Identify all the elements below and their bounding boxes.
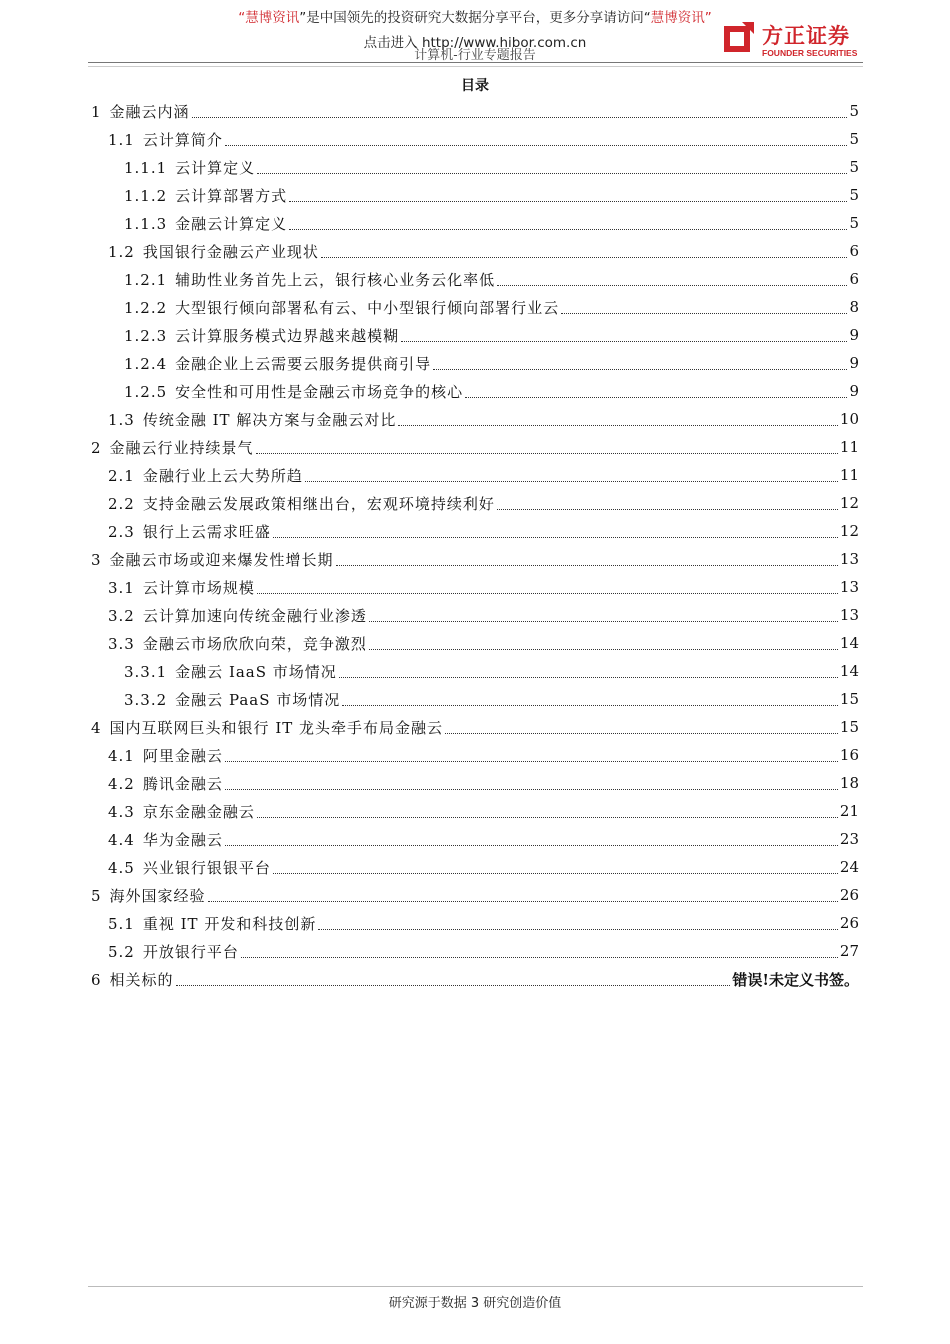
logo-text-cn: 方正证券 [762, 24, 850, 48]
toc-entry[interactable] [124, 686, 859, 712]
toc-leader-dots [273, 537, 838, 538]
toc-leader-dots [225, 761, 838, 762]
toc-entry-page: 12 [839, 522, 859, 540]
toc-leader-dots [398, 425, 838, 426]
toc-entry-label [108, 773, 223, 794]
toc-entry[interactable] [124, 266, 859, 292]
toc-leader-dots [289, 201, 847, 202]
toc-entry[interactable] [108, 518, 859, 544]
toc-entry-label [108, 745, 223, 766]
toc-entry-page: 14 [839, 634, 859, 652]
toc-entry[interactable] [108, 574, 859, 600]
toc-entry-text: 传统金融 IT 解决方案与金融云对比 [142, 410, 397, 429]
toc-entry-label [124, 381, 463, 402]
toc-leader-dots [241, 957, 838, 958]
toc-entry-page: 27 [839, 942, 859, 960]
toc-entry-page: 16 [839, 746, 859, 764]
toc-leader-dots [257, 593, 838, 594]
toc-entry-label [124, 157, 255, 178]
toc-entry-text: 相关标的 [109, 970, 174, 989]
toc-entry-number: 1.2 [108, 242, 135, 261]
toc-entry[interactable] [91, 546, 859, 572]
toc-entry-label [91, 437, 254, 458]
toc-entry-text: 京东金融金融云 [142, 802, 255, 821]
toc-entry-label [91, 717, 443, 738]
toc-entry[interactable] [91, 434, 859, 460]
toc-entry[interactable] [108, 910, 859, 936]
footer-slogan: 研究源于数据 3 研究创造价值 [388, 1296, 562, 1311]
toc-entry-label [108, 129, 223, 150]
toc-entry[interactable] [124, 210, 859, 236]
toc-entry[interactable] [108, 602, 859, 628]
toc-entry-number: 1.1.1 [124, 158, 168, 177]
toc-entry-text: 金融云计算定义 [175, 214, 288, 233]
toc-entry-number: 3.3.1 [124, 662, 168, 681]
toc-entry[interactable] [124, 350, 859, 376]
toc-entry[interactable] [108, 630, 859, 656]
toc-entry-text: 金融云 IaaS 市场情况 [175, 662, 337, 681]
toc-entry-page: 23 [839, 830, 859, 848]
toc-entry-label [108, 941, 239, 962]
toc-entry-label [124, 689, 340, 710]
toc-entry-text: 云计算市场规模 [142, 578, 255, 597]
toc-entry-text: 国内互联网巨头和银行 IT 龙头牵手布局金融云 [109, 718, 444, 737]
toc-leader-dots [257, 173, 847, 174]
toc-entry-page: 11 [839, 438, 859, 456]
toc-entry-page: 15 [839, 690, 859, 708]
toc-entry-number: 4.1 [108, 746, 135, 765]
toc-entry-label [108, 409, 396, 430]
toc-entry-page: 13 [839, 550, 859, 568]
toc-entry-number: 2.2 [108, 494, 135, 513]
toc-entry-text: 华为金融云 [142, 830, 223, 849]
toc-entry-label [124, 185, 287, 206]
toc-entry-text: 金融行业上云大势所趋 [142, 466, 303, 485]
toc-entry-number: 1.1.3 [124, 214, 168, 233]
toc-entry-page: 14 [839, 662, 859, 680]
toc-entry-number: 2.1 [108, 466, 135, 485]
toc-entry-page: 12 [839, 494, 859, 512]
toc-entry-label [108, 801, 255, 822]
toc-leader-dots [305, 481, 838, 482]
toc-entry-text: 重视 IT 开发和科技创新 [142, 914, 317, 933]
toc-entry[interactable] [91, 966, 859, 992]
toc-entry-page: 10 [839, 410, 859, 428]
toc-entry-number: 3.1 [108, 578, 135, 597]
toc-entry-page: 9 [849, 326, 859, 344]
report-category: 计算机-行业专题报告 [414, 48, 536, 63]
toc-entry-label [124, 325, 399, 346]
toc-entry-label [108, 241, 319, 262]
toc-entry-page: 24 [839, 858, 859, 876]
logo-text-en: FOUNDER SECURITIES [762, 48, 858, 58]
toc-entry-text: 兴业银行银银平台 [142, 858, 271, 877]
toc-entry-label [124, 353, 431, 374]
toc-entry-text: 我国银行金融云产业现状 [142, 242, 319, 261]
toc-entry[interactable] [108, 798, 859, 824]
toc-entry-number: 2 [91, 438, 102, 457]
toc-entry-text: 云计算部署方式 [175, 186, 288, 205]
toc-entry-page: 8 [849, 298, 859, 316]
toc-leader-dots [208, 901, 838, 902]
toc-entry-text: 金融云行业持续景气 [109, 438, 254, 457]
toc-entry[interactable] [108, 742, 859, 768]
banner-quote-close: ” [704, 10, 712, 26]
banner-text: ”是中国领先的投资研究大数据分享平台，更多分享请访问“ [299, 10, 651, 26]
banner-brand-link[interactable]: 慧博资讯 [245, 10, 300, 26]
header-divider-secondary [88, 66, 863, 67]
toc-entry-number: 1.1 [108, 130, 135, 149]
toc-entry-page: 5 [849, 102, 859, 120]
toc-entry-number: 1.2.4 [124, 354, 168, 373]
toc-entry-text: 安全性和可用性是金融云市场竞争的核心 [175, 382, 464, 401]
toc-entry-page: 5 [849, 158, 859, 176]
toc-leader-dots [445, 733, 838, 734]
toc-entry-number: 1.3 [108, 410, 135, 429]
toc-entry-number: 1 [91, 102, 102, 121]
toc-entry-number: 1.2.2 [124, 298, 168, 317]
toc-entry-page: 13 [839, 578, 859, 596]
toc-leader-dots [257, 817, 838, 818]
toc-entry-label [108, 521, 271, 542]
toc-entry-label [108, 829, 223, 850]
toc-entry-label [124, 297, 559, 318]
toc-entry-label [108, 913, 316, 934]
toc-entry-label [124, 661, 337, 682]
toc-entry[interactable] [124, 378, 859, 404]
toc-entry-number: 1.2.5 [124, 382, 168, 401]
toc-entry-label [108, 577, 255, 598]
toc-entry-label [124, 213, 287, 234]
toc-entry[interactable] [124, 294, 859, 320]
toc-entry-page: 26 [839, 914, 859, 932]
toc-entry-number: 3 [91, 550, 102, 569]
toc-leader-dots [433, 369, 847, 370]
toc-entry-number: 3.2 [108, 606, 135, 625]
toc-entry-label [91, 969, 174, 990]
toc-entry-page: 11 [839, 466, 859, 484]
toc-leader-dots [369, 621, 838, 622]
banner-brand-link-2[interactable]: 慧博资讯 [650, 10, 705, 26]
toc-entry-page: 5 [849, 130, 859, 148]
toc-entry-label [108, 605, 367, 626]
toc-leader-dots [369, 649, 838, 650]
toc-entry-text: 开放银行平台 [142, 942, 239, 961]
toc-entry-label [91, 885, 206, 906]
logo-mark-icon [722, 20, 756, 54]
footer-divider [88, 1286, 863, 1287]
toc-entry-text: 金融企业上云需要云服务提供商引导 [175, 354, 432, 373]
banner-quote-open: “ [238, 10, 246, 26]
toc-entry[interactable] [108, 126, 859, 152]
toc-leader-dots [339, 677, 838, 678]
toc-entry-number: 4.4 [108, 830, 135, 849]
toc-leader-dots [192, 117, 848, 118]
toc-entry-page: 21 [839, 802, 859, 820]
toc-entry-number: 1.2.1 [124, 270, 168, 289]
toc-entry-text: 云计算服务模式边界越来越模糊 [175, 326, 400, 345]
banner-url-link[interactable]: 点击进入 http://www.hibor.com.cn [363, 35, 587, 51]
toc-entry[interactable] [108, 462, 859, 488]
toc-entry-number: 4.2 [108, 774, 135, 793]
toc-leader-dots [176, 985, 731, 986]
toc-leader-dots [497, 509, 838, 510]
toc-entry-text: 金融云市场欣欣向荣，竞争激烈 [142, 634, 367, 653]
toc-entry-page: 6 [849, 242, 859, 260]
toc-entry-text: 金融云内涵 [109, 102, 190, 121]
toc-entry-label [124, 269, 495, 290]
toc-entry-number: 4 [91, 718, 102, 737]
toc-entry-page: 26 [839, 886, 859, 904]
toc-entry-page: 9 [849, 354, 859, 372]
toc-entry-text: 腾讯金融云 [142, 774, 223, 793]
toc-entry-text: 金融云市场或迎来爆发性增长期 [109, 550, 334, 569]
toc-entry[interactable] [108, 938, 859, 964]
toc-leader-dots [225, 845, 838, 846]
toc-entry-number: 5.2 [108, 942, 135, 961]
toc-leader-dots [318, 929, 838, 930]
toc-leader-dots [225, 145, 848, 146]
toc-leader-dots [401, 341, 847, 342]
toc-entry-page: 15 [839, 718, 859, 736]
toc-leader-dots [465, 397, 847, 398]
toc-entry-text: 大型银行倾向部署私有云、中小型银行倾向部署行业云 [175, 298, 560, 317]
toc-entry[interactable] [91, 882, 859, 908]
toc-leader-dots [561, 313, 847, 314]
toc-entry-number: 5 [91, 886, 102, 905]
toc-entry-text: 辅助性业务首先上云，银行核心业务云化率低 [175, 270, 496, 289]
toc-entry[interactable] [91, 714, 859, 740]
toc-entry-text: 支持金融云发展政策相继出台，宏观环境持续利好 [142, 494, 495, 513]
toc-entry-number: 3.3.2 [124, 690, 168, 709]
founder-securities-logo [722, 20, 862, 60]
toc-entry[interactable] [108, 238, 859, 264]
toc-entry-number: 4.5 [108, 858, 135, 877]
toc-entry-page: 18 [839, 774, 859, 792]
toc-entry-text: 云计算简介 [142, 130, 223, 149]
header-divider [88, 62, 863, 63]
toc-title: 目录 [461, 78, 489, 94]
toc-entry-number: 4.3 [108, 802, 135, 821]
toc-entry-page: 5 [849, 214, 859, 232]
toc-leader-dots [256, 453, 838, 454]
toc-entry-number: 3.3 [108, 634, 135, 653]
toc-entry-page: 6 [849, 270, 859, 288]
toc-entry-text: 云计算加速向传统金融行业渗透 [142, 606, 367, 625]
toc-entry-label [108, 493, 495, 514]
toc-entry[interactable] [108, 406, 859, 432]
toc-entry-page: 13 [839, 606, 859, 624]
toc-entry[interactable] [108, 490, 859, 516]
toc-entry-page: 9 [849, 382, 859, 400]
toc-entry-page: 错误!未定义书签。 [732, 970, 859, 989]
toc-entry-label [91, 549, 334, 570]
toc-entry-page: 5 [849, 186, 859, 204]
toc-entry-number: 5.1 [108, 914, 135, 933]
toc-entry-number: 6 [91, 970, 102, 989]
toc-entry-number: 1.2.3 [124, 326, 168, 345]
toc-entry-text: 阿里金融云 [142, 746, 223, 765]
toc-leader-dots [336, 565, 838, 566]
toc-entry-label [91, 101, 190, 122]
toc-entry-text: 金融云 PaaS 市场情况 [175, 690, 341, 709]
toc-entry[interactable] [124, 154, 859, 180]
toc-leader-dots [342, 705, 838, 706]
toc-entry-label [108, 633, 367, 654]
toc-entry-label [108, 857, 271, 878]
toc-leader-dots [321, 257, 848, 258]
toc-entry-text: 海外国家经验 [109, 886, 206, 905]
toc-entry-text: 银行上云需求旺盛 [142, 522, 271, 541]
toc-entry-text: 云计算定义 [175, 158, 256, 177]
toc-entry[interactable] [124, 658, 859, 684]
toc-entry-number: 1.1.2 [124, 186, 168, 205]
toc-entry[interactable] [124, 322, 859, 348]
toc-leader-dots [273, 873, 838, 874]
toc-entry[interactable] [124, 182, 859, 208]
toc-entry[interactable] [91, 98, 859, 124]
toc-leader-dots [289, 229, 847, 230]
toc-entry-number: 2.3 [108, 522, 135, 541]
toc-leader-dots [497, 285, 847, 286]
toc-entry[interactable] [108, 854, 859, 880]
toc-entry[interactable] [108, 770, 859, 796]
toc-entry[interactable] [108, 826, 859, 852]
toc-entry-label [108, 465, 303, 486]
toc-leader-dots [225, 789, 838, 790]
